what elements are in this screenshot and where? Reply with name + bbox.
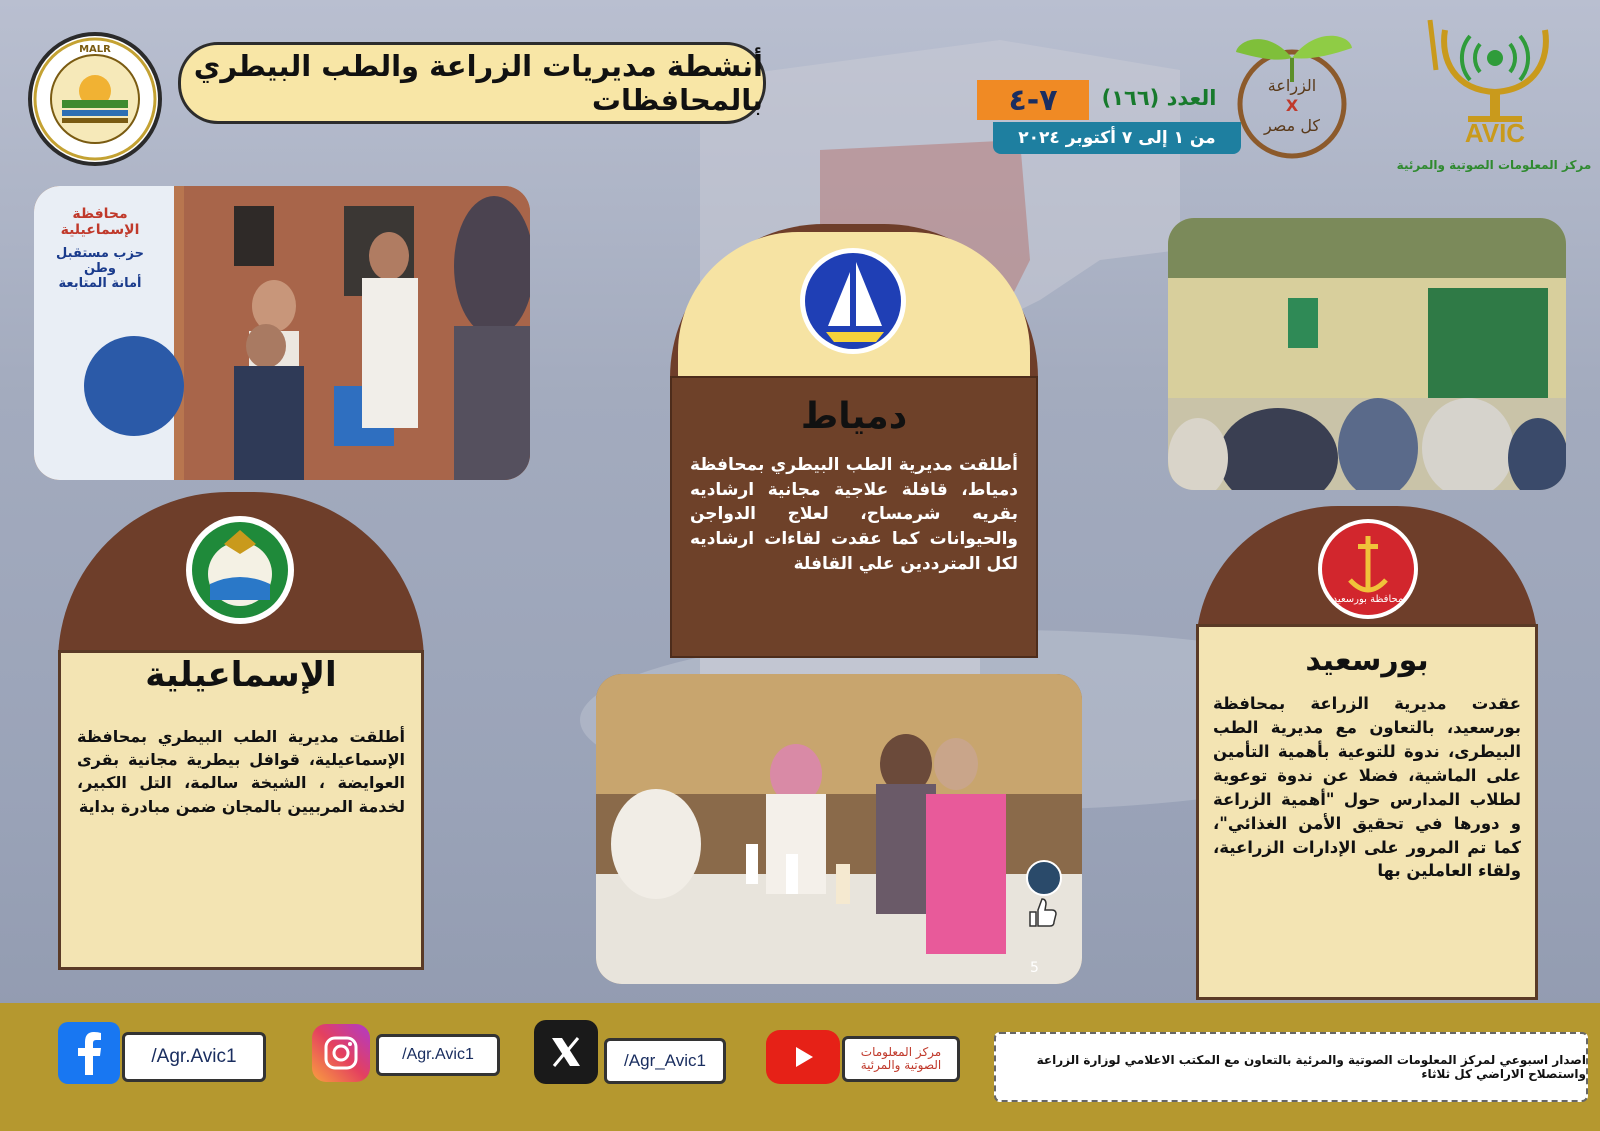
malr-logo xyxy=(28,32,162,166)
ismailia-emblem xyxy=(184,514,296,626)
facebook-link[interactable]: /Agr.Avic1 xyxy=(122,1032,266,1082)
photo-portsaid-seminar xyxy=(1168,218,1566,490)
portsaid-panel xyxy=(1196,624,1538,1000)
issue-number: ٧-٤ xyxy=(977,80,1089,120)
youtube-icon[interactable] xyxy=(766,1030,840,1084)
photo-damietta-caravan xyxy=(596,674,1082,984)
ismailia-banner-sub2: أمانة المتابعة xyxy=(58,276,142,291)
ismailia-heading: الإسماعيلية xyxy=(145,655,337,695)
damietta-emblem xyxy=(798,246,908,356)
ismailia-panel xyxy=(58,650,424,970)
photo-ismailia-caravan xyxy=(34,186,530,480)
avatar xyxy=(1026,860,1062,896)
ismailia-banner-title: محافظة الإسماعيلية xyxy=(60,206,140,238)
instagram-icon[interactable] xyxy=(312,1024,370,1082)
campaign-top: الزراعة xyxy=(1267,76,1317,95)
page-title-text: أنشطة مديريات الزراعة والطب البيطري بالمحافظات xyxy=(193,49,763,117)
portsaid-body: عقدت مديرية الزراعة بمحافظة بورسعيد، بالتعاون مع مديرية الطب البيطرى، ندوة للتوعية بأهمية التأمين على الماشية، فضلا عن ندوة توعوية لطلاب المدارس حول "أهمية الزراعة و دورها في تحقيق الأمن الغذائي"، كما تم المرور على الإدارات الزراعية، ولقاء العاملين بها xyxy=(1213,694,1521,881)
footer-note-text: اصدار اسبوعي لمركز المعلومات الصوتية والمرئية بالتعاون مع المكتب الاعلامي لوزارة الزراعة واستصلاح الاراضي كل ثلاثاء xyxy=(1036,1053,1586,1081)
like-icon[interactable] xyxy=(1024,896,1058,930)
avic-text: AVIC xyxy=(1464,118,1526,148)
like-count: 5 xyxy=(1030,960,1039,976)
malr-logo-text: MALR xyxy=(79,44,111,55)
avic-logo xyxy=(1396,10,1592,180)
ismailia-body: أطلقت مديرية الطب البيطري بمحافظة الإسماعيلية، قوافل بيطرية مجانية بقرى العوايضة ، الشيخة سالمة، التل الكبير، لخدمة المربيين بالمجان ضمن مبادرة بداية xyxy=(77,727,405,816)
date-range: من ١ إلى ٧ أكتوبر ٢٠٢٤ xyxy=(993,122,1241,154)
campaign-x: X xyxy=(1285,96,1299,115)
facebook-icon[interactable] xyxy=(58,1022,120,1084)
portsaid-heading: بورسعيد xyxy=(1305,643,1429,678)
damietta-panel xyxy=(670,376,1038,658)
damietta-heading: دمياط xyxy=(800,396,908,437)
footer-note xyxy=(994,1032,1588,1102)
x-link[interactable]: /Agr_Avic1 xyxy=(604,1038,726,1084)
ismailia-banner-sub: حزب مستقبل وطن xyxy=(56,246,144,276)
damietta-body: أطلقت مديرية الطب البيطري بمحافظة دمياط، قافلة علاجية مجانية ارشاديه بقريه شرمساح، لعلاج الدواجن والحيوانات كما عقدت لقاءات ارشاديه لكل المترددين علي القافلة xyxy=(690,455,1018,574)
portsaid-emblem-caption: محافظة بورسعيد xyxy=(1332,594,1404,605)
youtube-link[interactable]: مركز المعلومات الصوتية والمرئية xyxy=(842,1036,960,1082)
avic-caption: مركز المعلومات الصوتية والمرئية xyxy=(1396,158,1592,172)
campaign-bottom: كل مصر xyxy=(1263,116,1321,135)
x-icon[interactable] xyxy=(534,1020,598,1084)
issue-label: العدد (١٦٦) xyxy=(1101,86,1217,110)
portsaid-emblem xyxy=(1312,518,1424,620)
campaign-logo xyxy=(1218,18,1366,166)
page-title xyxy=(178,42,766,124)
instagram-link[interactable]: /Agr.Avic1 xyxy=(376,1034,500,1076)
